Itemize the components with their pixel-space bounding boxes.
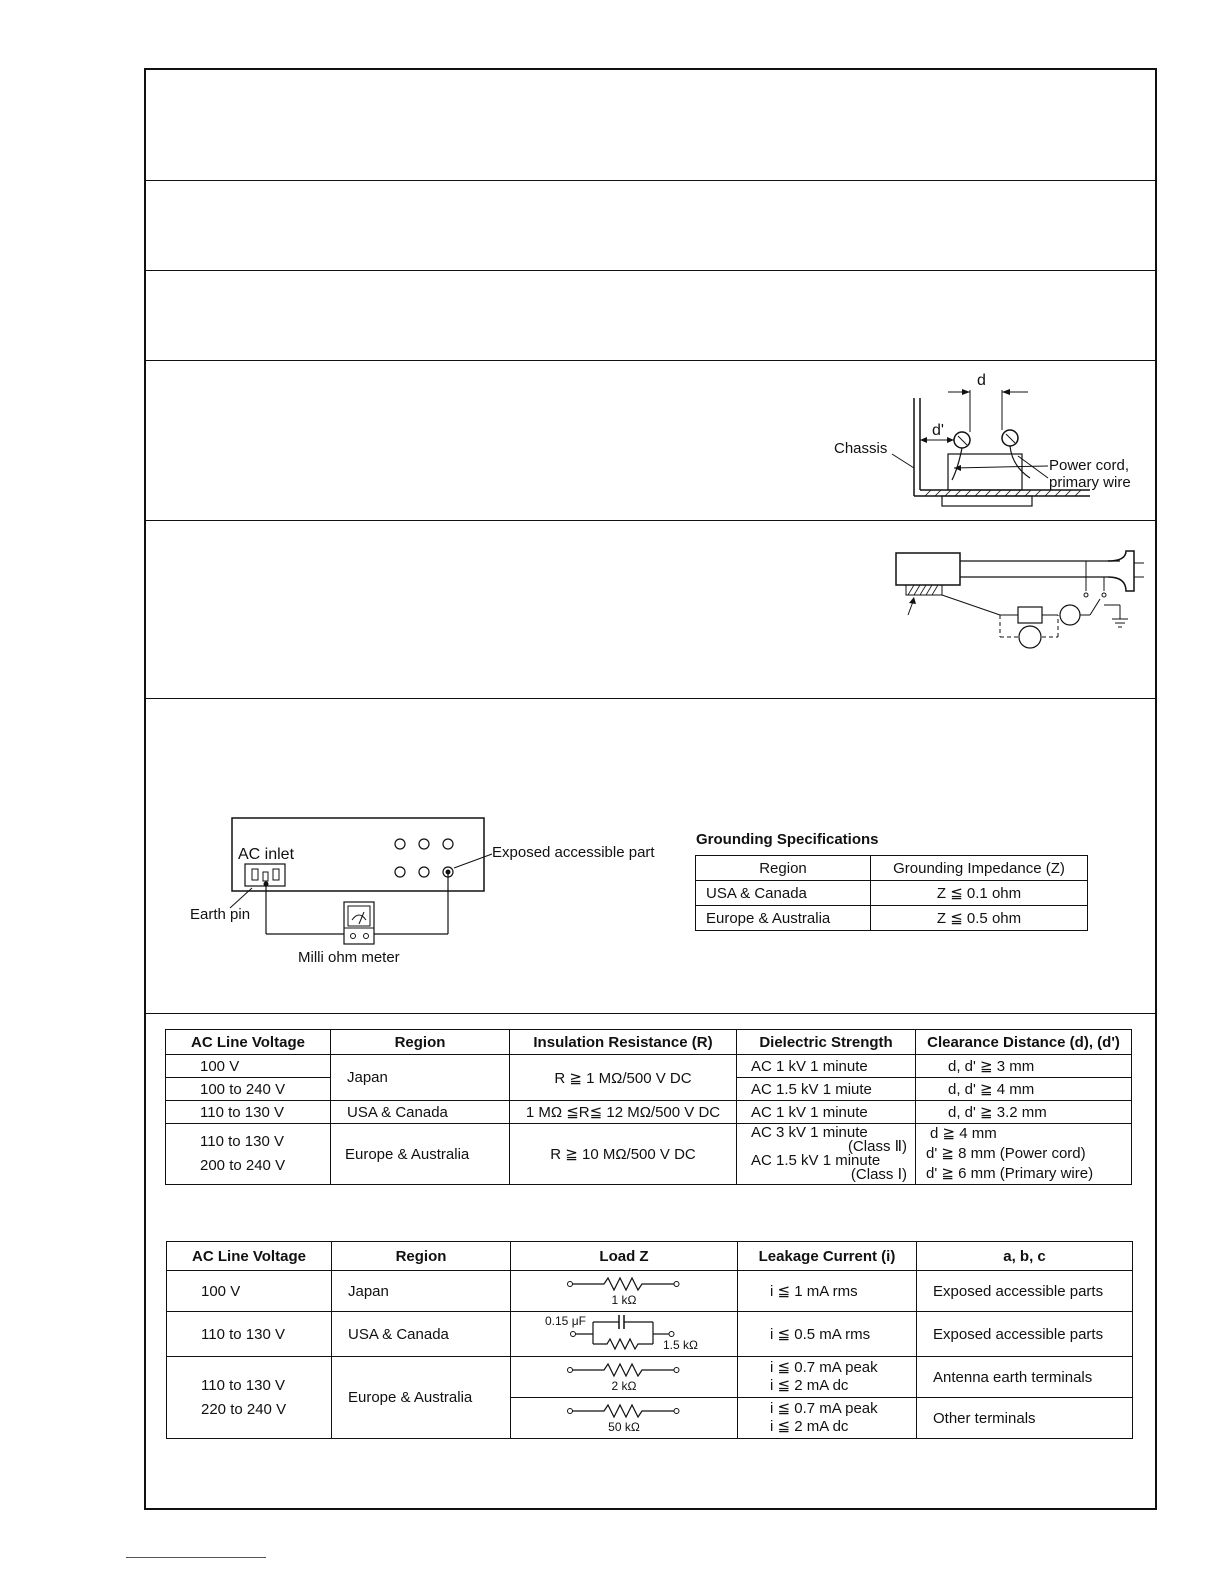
region-cell: USA & Canada bbox=[332, 1312, 511, 1357]
capacitor-value: 0.15 μF bbox=[545, 1314, 586, 1328]
load-cell bbox=[511, 1271, 738, 1312]
current-line: i ≦ 2 mA dc bbox=[770, 1377, 849, 1394]
clearance-diagram bbox=[830, 368, 1160, 513]
current-line: i ≦ 0.7 mA peak bbox=[770, 1359, 878, 1376]
header-ac-line-voltage: AC Line Voltage bbox=[167, 1242, 332, 1271]
voltage-cell: 100 V bbox=[166, 1055, 331, 1078]
voltage-cell: 100 to 240 V bbox=[166, 1078, 331, 1101]
leakage-test-diagram bbox=[890, 545, 1150, 655]
current-line: i ≦ 2 mA dc bbox=[770, 1418, 849, 1435]
ac-inlet-label: AC inlet bbox=[238, 846, 295, 863]
voltage-cell: 100 V bbox=[167, 1271, 332, 1312]
section-divider bbox=[146, 698, 1155, 699]
insulation-table bbox=[165, 1029, 1132, 1185]
resistance-cell: R ≧ 10 MΩ/500 V DC bbox=[510, 1124, 737, 1185]
section-divider bbox=[146, 180, 1155, 181]
region-cell: Europe & Australia bbox=[332, 1357, 511, 1439]
header-region: Region bbox=[696, 856, 871, 881]
voltage-line: 110 to 130 V bbox=[200, 1133, 284, 1150]
chassis-label: Chassis bbox=[834, 440, 888, 457]
grounding-specs-table bbox=[695, 855, 1088, 931]
table-header-row bbox=[166, 1030, 1132, 1055]
header-dielectric-strength: Dielectric Strength bbox=[737, 1030, 916, 1055]
section-divider bbox=[146, 520, 1155, 521]
clearance-cell bbox=[916, 1124, 1132, 1185]
table-row bbox=[167, 1271, 1133, 1312]
load-cell bbox=[511, 1398, 738, 1439]
dielectric-cell bbox=[737, 1124, 916, 1185]
table-row bbox=[166, 1055, 1132, 1078]
table-row bbox=[696, 906, 1088, 931]
dielectric-line: AC 1.5 kV 1 minute bbox=[751, 1152, 881, 1169]
grounding-test-diagram bbox=[186, 816, 676, 976]
voltage-line: 110 to 130 V bbox=[201, 1376, 285, 1394]
dielectric-cell: AC 1 kV 1 minute bbox=[737, 1055, 916, 1078]
header-ac-line-voltage: AC Line Voltage bbox=[166, 1030, 331, 1055]
earth-pin-label: Earth pin bbox=[190, 906, 251, 923]
leakage-table bbox=[166, 1241, 1133, 1439]
region-cell: USA & Canada bbox=[696, 881, 871, 906]
dielectric-cell: AC 1.5 kV 1 miute bbox=[737, 1078, 916, 1101]
table-header-row bbox=[696, 856, 1088, 881]
table-row bbox=[167, 1312, 1133, 1357]
load-value: 1 kΩ bbox=[611, 1293, 637, 1307]
header-region: Region bbox=[331, 1030, 510, 1055]
dielectric-cell: AC 1 kV 1 minute bbox=[737, 1101, 916, 1124]
section-divider bbox=[146, 1013, 1155, 1014]
header-grounding-impedance: Grounding Impedance (Z) bbox=[871, 856, 1088, 881]
parts-cell: Antenna earth terminals bbox=[917, 1357, 1133, 1398]
table-header-row bbox=[167, 1242, 1133, 1271]
footnote-rule bbox=[126, 1557, 266, 1558]
voltage-line: 200 to 240 V bbox=[200, 1157, 286, 1174]
load-value: 2 kΩ bbox=[611, 1379, 637, 1393]
parts-cell: Other terminals bbox=[917, 1398, 1133, 1439]
clearance-cell: d, d' ≧ 4 mm bbox=[916, 1078, 1132, 1101]
region-cell: Japan bbox=[332, 1271, 511, 1312]
resistor-icon bbox=[564, 1275, 684, 1293]
table-row bbox=[166, 1101, 1132, 1124]
resistance-cell: R ≧ 1 MΩ/500 V DC bbox=[510, 1055, 737, 1101]
load-cell bbox=[511, 1357, 738, 1398]
resistor-icon bbox=[564, 1402, 684, 1420]
impedance-cell: Z ≦ 0.1 ohm bbox=[871, 881, 1088, 906]
resistor-icon bbox=[564, 1361, 684, 1379]
region-cell: Japan bbox=[331, 1055, 510, 1101]
load-value: 50 kΩ bbox=[608, 1420, 640, 1434]
table-row bbox=[696, 881, 1088, 906]
parts-cell: Exposed accessible parts bbox=[917, 1271, 1133, 1312]
class-label: (Class Ⅰ) bbox=[850, 1166, 907, 1183]
voltage-cell bbox=[166, 1124, 331, 1185]
clearance-cell: d, d' ≧ 3.2 mm bbox=[916, 1101, 1132, 1124]
voltage-cell bbox=[167, 1357, 332, 1439]
primary-wire-label: primary wire bbox=[1049, 474, 1131, 491]
clearance-line: d ≧ 4 mm bbox=[930, 1125, 997, 1142]
header-clearance-distance: Clearance Distance (d), (d') bbox=[916, 1030, 1132, 1055]
clearance-line: d' ≧ 8 mm (Power cord) bbox=[926, 1145, 1086, 1162]
header-insulation-resistance: Insulation Resistance (R) bbox=[510, 1030, 737, 1055]
dimension-d-label: d bbox=[977, 372, 986, 389]
current-cell bbox=[738, 1357, 917, 1398]
current-line: i ≦ 0.7 mA peak bbox=[770, 1400, 878, 1417]
region-cell: Europe & Australia bbox=[696, 906, 871, 931]
grounding-drawing bbox=[186, 816, 676, 976]
voltage-cell: 110 to 130 V bbox=[167, 1312, 332, 1357]
voltage-line: 220 to 240 V bbox=[201, 1400, 287, 1418]
parts-cell: Exposed accessible parts bbox=[917, 1312, 1133, 1357]
current-cell: i ≦ 1 mA rms bbox=[738, 1271, 917, 1312]
exposed-part-label: Exposed accessible part bbox=[492, 844, 655, 861]
voltage-cell: 110 to 130 V bbox=[166, 1101, 331, 1124]
leakage-circuit-drawing bbox=[890, 545, 1150, 655]
impedance-cell: Z ≦ 0.5 ohm bbox=[871, 906, 1088, 931]
header-region: Region bbox=[332, 1242, 511, 1271]
region-cell: USA & Canada bbox=[331, 1101, 510, 1124]
section-divider bbox=[146, 360, 1155, 361]
class-label: (Class Ⅱ) bbox=[847, 1138, 907, 1155]
table-row bbox=[166, 1124, 1132, 1185]
section-divider bbox=[146, 270, 1155, 271]
grounding-specs-title: Grounding Specifications bbox=[696, 831, 879, 848]
dimension-d-prime-label: d' bbox=[932, 422, 944, 439]
header-leakage-current: Leakage Current (i) bbox=[738, 1242, 917, 1271]
current-cell: i ≦ 0.5 mA rms bbox=[738, 1312, 917, 1357]
milli-ohm-meter-label: Milli ohm meter bbox=[298, 949, 400, 966]
load-value: 1.5 kΩ bbox=[663, 1338, 698, 1352]
region-cell: Europe & Australia bbox=[331, 1124, 510, 1185]
clearance-line: d' ≧ 6 mm (Primary wire) bbox=[926, 1165, 1094, 1182]
header-load-z: Load Z bbox=[511, 1242, 738, 1271]
power-cord-label: Power cord, bbox=[1049, 457, 1130, 474]
clearance-cell: d, d' ≧ 3 mm bbox=[916, 1055, 1132, 1078]
resistance-cell: 1 MΩ ≦R≦ 12 MΩ/500 V DC bbox=[510, 1101, 737, 1124]
header-abc: a, b, c bbox=[917, 1242, 1133, 1271]
load-cell bbox=[511, 1312, 738, 1357]
dielectric-line: AC 3 kV 1 minute bbox=[751, 1124, 868, 1141]
current-cell bbox=[738, 1398, 917, 1439]
table-row bbox=[167, 1357, 1133, 1398]
